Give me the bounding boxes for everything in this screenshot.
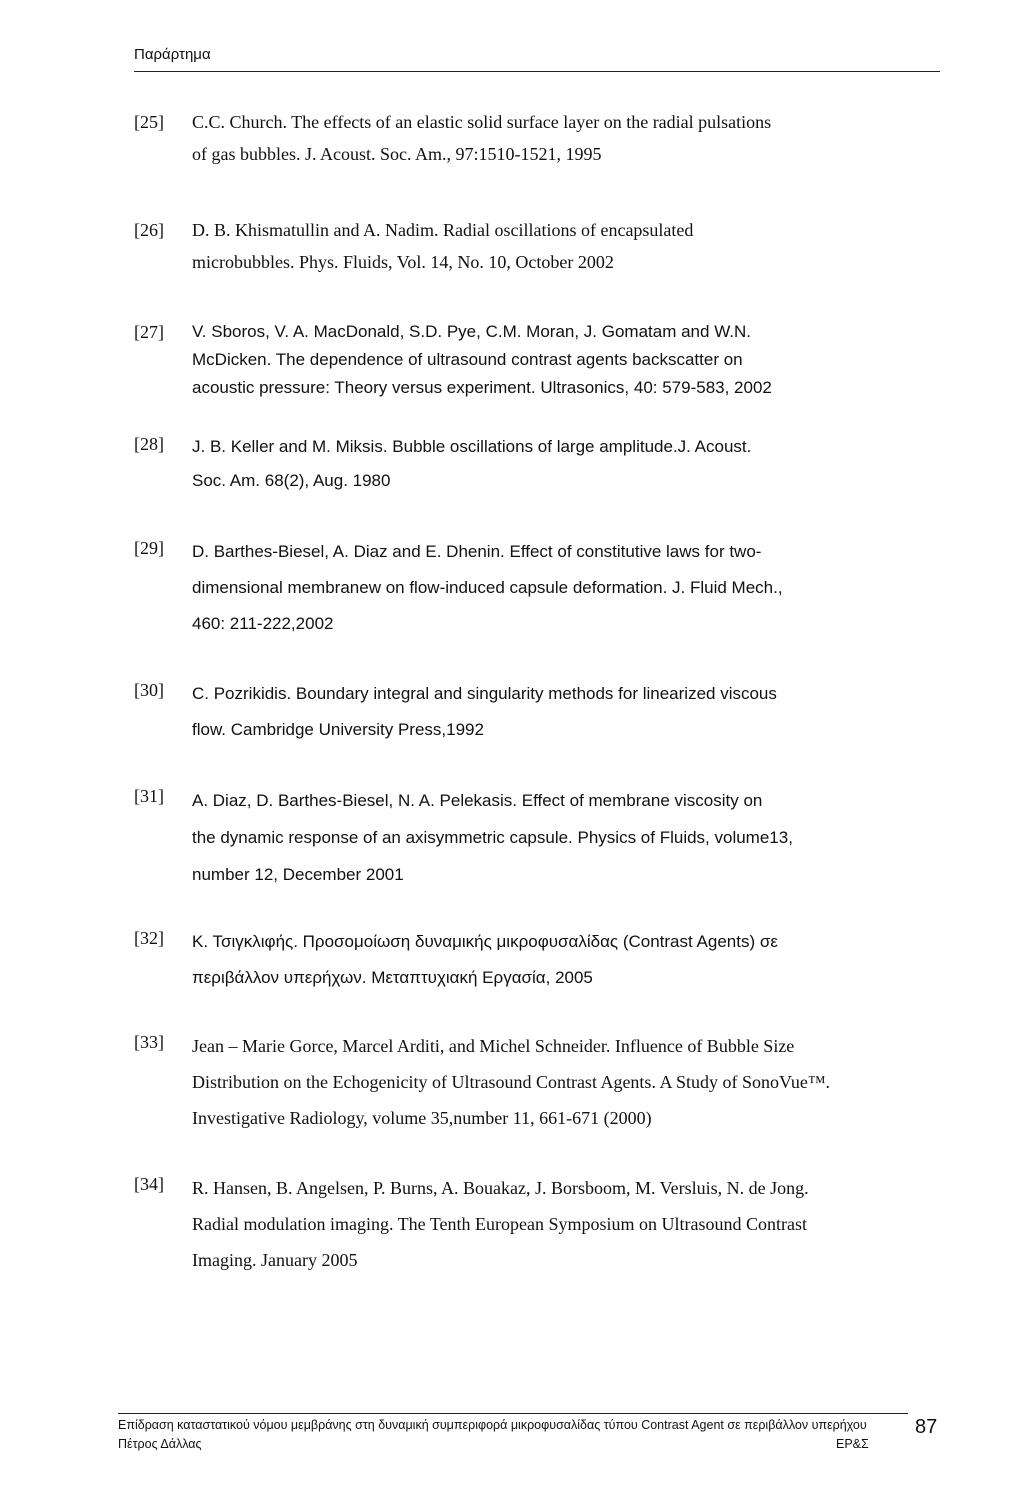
reference-text — [192, 214, 892, 278]
reference-number: [28] — [134, 434, 164, 454]
reference-text — [192, 1170, 952, 1278]
page-number: 87 — [915, 1416, 938, 1438]
reference-text — [192, 106, 892, 170]
reference-line: περιβάλλον υπερήχων. Μεταπτυχιακή Εργασία, 2005 — [192, 968, 593, 987]
reference-number: [34] — [134, 1174, 164, 1194]
reference-line: R. Hansen, B. Angelsen, P. Burns, A. Bouakaz, J. Borsboom, M. Versluis, N. de Jong. — [192, 1178, 809, 1198]
reference-line: of gas bubbles. J. Acoust. Soc. Am., 97:1510-1521, 1995 — [192, 144, 602, 164]
running-header: Παράρτημα — [134, 46, 211, 63]
reference-text — [192, 782, 892, 893]
footer-title: Επίδραση καταστατικού νόμου μεμβράνης στη δυναμική συμπεριφορά μικροφυσαλίδας τύπου Contrast Agent σε περιβάλλον υπερήχου — [118, 1418, 867, 1432]
reference-number: [27] — [134, 322, 164, 342]
reference-line: McDicken. The dependence of ultrasound contrast agents backscatter on — [192, 350, 743, 369]
reference-line: Radial modulation imaging. The Tenth European Symposium on Ultrasound Contrast — [192, 1214, 808, 1234]
reference-line: Jean – Marie Gorce, Marcel Arditi, and Michel Schneider. Influence of Bubble Size — [192, 1036, 795, 1056]
reference-line: Κ. Τσιγκλιφής. Προσομοίωση δυναμικής μικροφυσαλίδας (Contrast Agents) σε — [192, 932, 778, 951]
reference-line: C.C. Church. The effects of an elastic solid surface layer on the radial pulsations — [192, 112, 772, 132]
reference-line: V. Sboros, V. A. MacDonald, S.D. Pye, C.M. Moran, J. Gomatam and W.N. — [192, 322, 752, 341]
reference-line: J. B. Keller and M. Miksis. Bubble oscillations of large amplitude.J. Acoust. — [192, 437, 752, 456]
reference-line: 460: 211-222,2002 — [192, 614, 334, 633]
reference-line: acoustic pressure: Theory versus experiment. Ultrasonics, 40: 579-583, 2002 — [192, 378, 772, 397]
reference-text — [192, 430, 892, 498]
reference-line: C. Pozrikidis. Boundary integral and singularity methods for linearized viscous — [192, 684, 777, 703]
header-rule — [134, 71, 940, 72]
reference-text — [192, 534, 892, 642]
reference-number: [29] — [134, 538, 164, 558]
reference-line: number 12, December 2001 — [192, 865, 404, 884]
reference-number: [26] — [134, 220, 164, 240]
reference-line: D. B. Khismatullin and A. Nadim. Radial oscillations of encapsulated — [192, 220, 694, 240]
reference-line: Soc. Am. 68(2), Aug. 1980 — [192, 471, 391, 490]
footer-department: ΕΡ&Σ — [836, 1437, 869, 1451]
reference-text — [192, 318, 892, 402]
reference-number: [30] — [134, 680, 164, 700]
reference-line: A. Diaz, D. Barthes-Biesel, N. A. Pelekasis. Effect of membrane viscosity on — [192, 791, 763, 810]
reference-number: [31] — [134, 786, 164, 806]
reference-line: Investigative Radiology, volume 35,number 11, 661-671 (2000) — [192, 1108, 652, 1128]
footer-author: Πέτρος Δάλλας — [118, 1437, 202, 1451]
reference-number: [25] — [134, 112, 164, 132]
footer-rule — [118, 1413, 908, 1414]
reference-line: D. Barthes-Biesel, A. Diaz and E. Dhenin. Effect of constitutive laws for two- — [192, 542, 762, 561]
reference-line: microbubbles. Phys. Fluids, Vol. 14, No. 10, October 2002 — [192, 252, 614, 272]
reference-text — [192, 1028, 952, 1136]
reference-line: flow. Cambridge University Press,1992 — [192, 720, 484, 739]
reference-number: [32] — [134, 928, 164, 948]
reference-line: Imaging. January 2005 — [192, 1250, 358, 1270]
reference-line: Distribution on the Echogenicity of Ultrasound Contrast Agents. A Study of SonoVue™. — [192, 1072, 831, 1092]
reference-text — [192, 676, 892, 748]
reference-line: dimensional membranew on flow-induced capsule deformation. J. Fluid Mech., — [192, 578, 783, 597]
reference-number: [33] — [134, 1032, 164, 1052]
reference-line: the dynamic response of an axisymmetric capsule. Physics of Fluids, volume13, — [192, 828, 793, 847]
reference-text — [192, 924, 892, 996]
